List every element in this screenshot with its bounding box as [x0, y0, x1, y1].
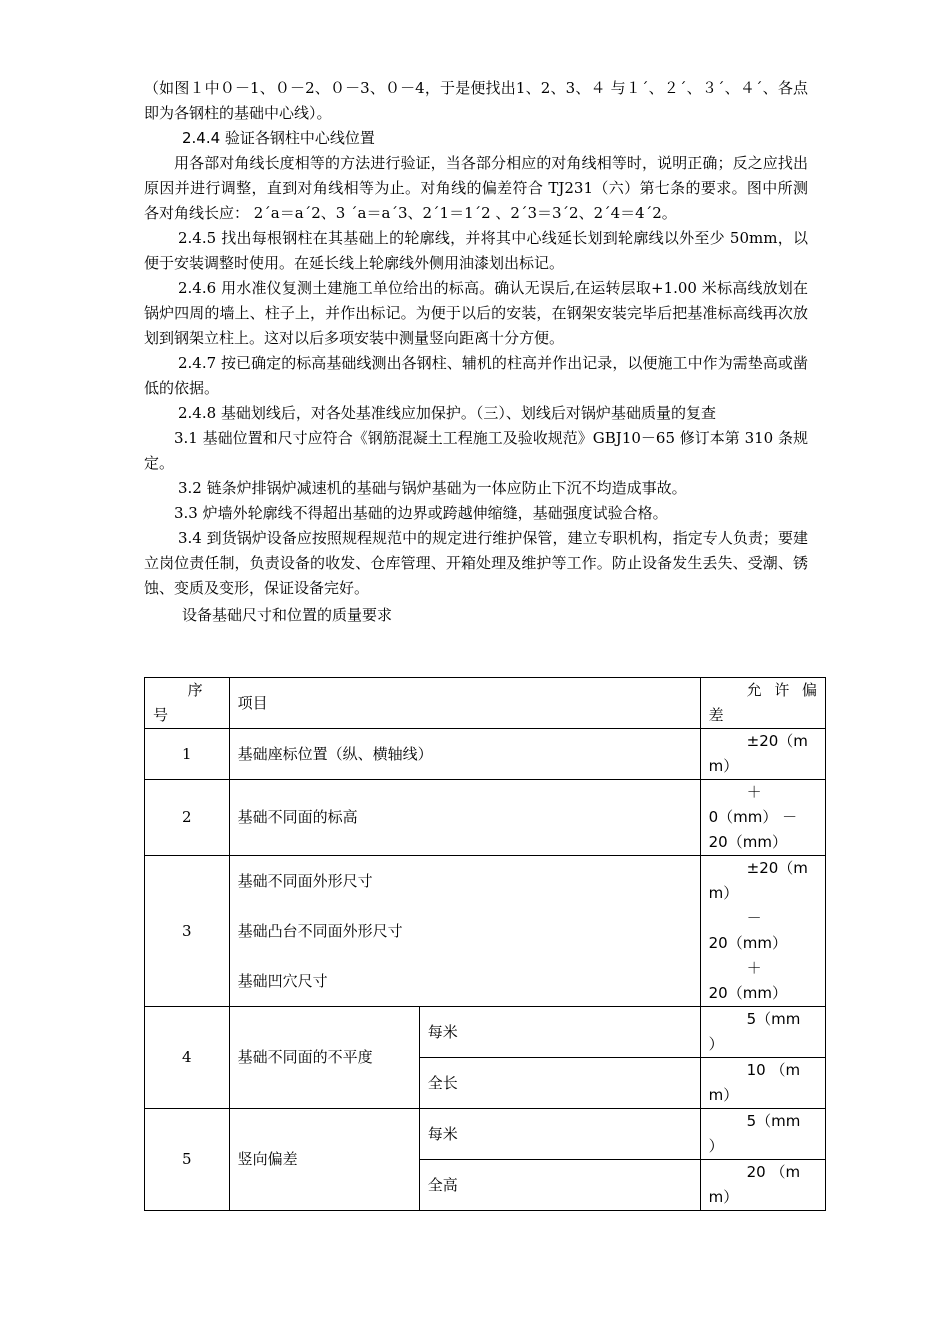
- tol-line: 0（mm） －: [708, 808, 798, 826]
- row-subitem: 全长: [419, 1058, 700, 1109]
- tol-line: m）: [708, 1188, 739, 1206]
- quality-requirements-table: [144, 677, 826, 1211]
- paragraph: 用各部对角线长度相等的方法进行验证，当各部分相应的对角线相等时，说明正确；反之应找出原因并进行调整，直到对角线相等为止。对角线的偏差符合 TJ231（六）第七条的要求。图中所测各对角线长应： 2´a＝a´2、3 ´a＝a´3、2´1＝1´2 、2´3＝3´2、2´4＝4´2。: [144, 154, 808, 222]
- header-tol-line1: 允许偏: [746, 681, 817, 699]
- header-tol-line2: 差: [708, 706, 724, 724]
- row-tolerance: [700, 1160, 825, 1211]
- tol-line: ＋: [746, 959, 762, 977]
- tol-line: －: [746, 909, 762, 927]
- paragraph: 3.4 到货锅炉设备应按照规程规范中的规定进行维护保管，建立专职机构，指定专人负责；要建立岗位责任制，负责设备的收发、仓库管理、开箱处理及维护等工作。防止设备发生丢失、受潮、锈蚀、变质及变形，保证设备完好。: [144, 529, 808, 597]
- row-tolerance: [700, 856, 825, 1007]
- tol-line: m）: [708, 1086, 739, 1104]
- row-no: 2: [145, 780, 230, 856]
- tol-line: ＋: [746, 783, 762, 801]
- tol-line: ）: [708, 1035, 724, 1053]
- row-tolerance: [700, 780, 825, 856]
- paragraph: 3.2 链条炉排锅炉减速机的基础与锅炉基础为一体应防止下沉不均造成事故。: [178, 479, 687, 497]
- tol-line: m）: [708, 884, 739, 902]
- paragraph: 3.1 基础位置和尺寸应符合《钢筋混凝土工程施工及验收规范》GBJ10－65 修订本第 310 条规定。: [144, 429, 808, 472]
- tol-line: 20 （m: [746, 1163, 801, 1181]
- row-no: 3: [145, 856, 230, 1007]
- table-row: [145, 856, 826, 1007]
- paragraph: 2.4.6 用水准仪复测土建施工单位给出的标高。确认无误后,在运转层取+1.00 米标高线放划在锅炉四周的墙上、柱子上，并作出标记。为便于以后的安装，在钢架安装完毕后把基准标高线再次放划到钢架立柱上。这对以后多项安装中测量竖向距离十分方便。: [144, 279, 808, 347]
- row-item-group: [229, 856, 700, 1007]
- tol-line: ±20（m: [746, 859, 808, 877]
- paragraph: 2.4.8 基础划线后，对各处基准线应加保护。（三）、划线后对锅炉基础质量的复查: [178, 404, 716, 422]
- header-no-line1: 序: [187, 681, 203, 699]
- tol-line: 20（mm）: [708, 984, 787, 1002]
- header-tolerance: [700, 678, 825, 729]
- paragraph: 2.4.5 找出每根钢柱在其基础上的轮廓线，并将其中心线延长划到轮廓线以外至少 50mm，以便于安装调整时使用。在延长线上轮廓线外侧用油漆划出标记。: [144, 229, 808, 272]
- tol-line: 5（mm: [746, 1010, 801, 1028]
- table-row: [145, 780, 826, 856]
- row-subitem: 全高: [419, 1160, 700, 1211]
- paragraph: 3.3 炉墙外轮廓线不得超出基础的边界或跨越伸缩缝，基础强度试验合格。: [174, 504, 668, 522]
- row-no: 4: [145, 1007, 230, 1109]
- table-row: [145, 1007, 826, 1058]
- tol-line: 20（mm）: [708, 833, 787, 851]
- row-tolerance: [700, 729, 825, 780]
- tol-line: m）: [708, 757, 739, 775]
- paragraph: （如图１中０－1、０－2、０－3、０－4，于是便找出1、2、3、４ 与１´、２´、３´、４´、各点即为各钢柱的基础中心线）。: [144, 79, 808, 122]
- row-no: 1: [145, 729, 230, 780]
- table-caption: 设备基础尺寸和位置的质量要求: [182, 606, 393, 624]
- table-row: [145, 1109, 826, 1160]
- table-row: [145, 729, 826, 780]
- header-no: [145, 678, 230, 729]
- row-subitem: 每米: [419, 1007, 700, 1058]
- tol-line: 10 （m: [746, 1061, 801, 1079]
- row-item: 基础不同面的不平度: [229, 1007, 419, 1109]
- row-item: 基础凸台不同面外形尺寸: [237, 921, 403, 940]
- row-no: 5: [145, 1109, 230, 1211]
- row-subitem: 每米: [419, 1109, 700, 1160]
- row-item: 竖向偏差: [229, 1109, 419, 1211]
- row-item: 基础不同面的标高: [229, 780, 700, 856]
- header-item: 项目: [229, 678, 700, 729]
- section-heading: 2.4.4 验证各钢柱中心线位置: [182, 129, 375, 147]
- header-no-line2: 号: [153, 706, 169, 724]
- row-item: 基础座标位置（纵、横轴线）: [229, 729, 700, 780]
- row-tolerance: [700, 1109, 825, 1160]
- row-item: 基础不同面外形尺寸: [237, 871, 373, 890]
- tol-line: ±20（m: [746, 732, 808, 750]
- row-item: 基础凹穴尺寸: [237, 971, 328, 990]
- document-body: [144, 76, 808, 628]
- tol-line: 5（mm: [746, 1112, 801, 1130]
- tol-line: ）: [708, 1137, 724, 1155]
- table-header-row: [145, 678, 826, 729]
- tol-line: 20（mm）: [708, 934, 787, 952]
- row-tolerance: [700, 1007, 825, 1058]
- paragraph: 2.4.7 按已确定的标高基础线测出各钢柱、辅机的柱高并作出记录，以便施工中作为需垫高或凿低的依据。: [144, 354, 808, 397]
- row-tolerance: [700, 1058, 825, 1109]
